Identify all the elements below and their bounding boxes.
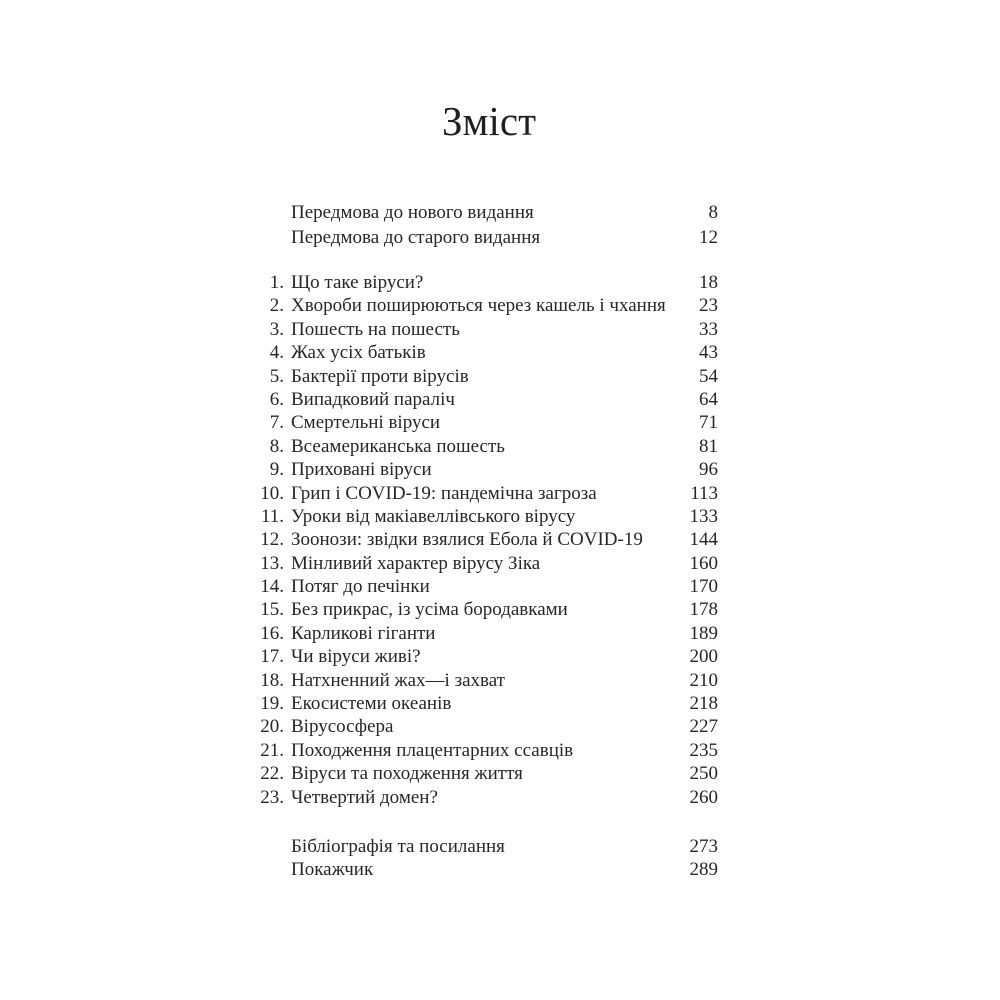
chapter-number: 21.	[260, 739, 284, 761]
chapter-page: 113	[690, 482, 718, 504]
chapter-page: 33	[699, 318, 718, 340]
entry-page: 8	[708, 202, 718, 223]
toc-row	[260, 786, 718, 809]
chapter-number: 15.	[260, 599, 284, 621]
toc-row	[260, 458, 718, 481]
chapter-page: 235	[689, 739, 718, 761]
page-title: Зміст	[442, 98, 536, 144]
chapter-title: Натхненний жах—і захват	[291, 669, 505, 691]
chapter-number: 22.	[260, 763, 284, 785]
toc-row	[260, 200, 718, 225]
chapter-title: Мінливий характер вірусу Зіка	[291, 552, 541, 574]
chapter-title: Вірусосфера	[291, 716, 394, 738]
toc-row	[260, 552, 718, 575]
entry-title: Передмова до старого видання	[291, 227, 541, 248]
toc-row	[260, 645, 718, 668]
toc-row	[260, 715, 718, 738]
chapter-title: Випадковий параліч	[291, 388, 455, 410]
toc-front-matter	[260, 200, 718, 250]
toc-row	[260, 435, 718, 458]
toc-row	[260, 622, 718, 645]
toc-row	[260, 225, 718, 250]
chapter-number: 18.	[260, 669, 284, 691]
chapter-number: 7.	[269, 412, 284, 434]
chapter-title: Походження плацентарних ссавців	[291, 739, 574, 761]
chapter-number: 2.	[269, 295, 284, 317]
chapter-page: 218	[689, 693, 718, 715]
toc-row	[260, 739, 718, 762]
chapter-title: Потяг до печінки	[291, 576, 430, 598]
chapter-number: 14.	[260, 576, 284, 598]
chapter-page: 160	[689, 552, 718, 574]
chapter-page: 23	[699, 295, 718, 317]
chapter-page: 227	[689, 716, 718, 738]
chapter-title: Що таке віруси?	[291, 272, 424, 293]
chapter-page: 54	[699, 365, 718, 387]
chapter-page: 170	[689, 576, 718, 598]
entry-title: Бібліографія та посилання	[291, 836, 505, 857]
chapter-number: 23.	[260, 786, 284, 808]
entry-title: Передмова до нового видання	[291, 202, 534, 223]
entry-title: Покажчик	[291, 859, 374, 881]
chapter-title: Приховані віруси	[291, 459, 432, 481]
toc-row	[260, 598, 718, 621]
chapter-page: 71	[699, 412, 718, 434]
chapter-page: 81	[699, 435, 718, 457]
toc-row	[260, 835, 718, 858]
chapter-page: 260	[689, 786, 718, 808]
toc-chapters	[260, 271, 718, 809]
chapter-number: 3.	[269, 318, 284, 340]
toc-back-matter	[260, 835, 718, 882]
toc-row	[260, 294, 718, 317]
entry-page: 289	[689, 859, 718, 881]
chapter-title: Хвороби поширюються через кашель і чхання	[291, 295, 666, 317]
chapter-page: 18	[699, 272, 718, 293]
toc-row	[260, 341, 718, 364]
toc-row	[260, 669, 718, 692]
chapter-title: Карликові гіганти	[291, 622, 436, 644]
chapter-number: 13.	[260, 552, 284, 574]
toc-row	[260, 411, 718, 434]
toc-row	[260, 858, 718, 881]
chapter-title: Смертельні віруси	[291, 412, 441, 434]
toc-row	[260, 575, 718, 598]
toc-row	[260, 528, 718, 551]
toc-row	[260, 318, 718, 341]
chapter-number: 16.	[260, 622, 284, 644]
entry-page: 273	[689, 836, 718, 857]
chapter-number: 12.	[260, 529, 284, 551]
chapter-title: Уроки від макіавеллівського вірусу	[291, 505, 576, 527]
chapter-title: Пошесть на пошесть	[291, 318, 460, 340]
chapter-title: Зоонози: звідки взялися Ебола й COVID-19	[291, 529, 643, 551]
chapter-number: 19.	[260, 693, 284, 715]
toc-row	[260, 692, 718, 715]
chapter-page: 64	[699, 388, 718, 410]
chapter-page: 43	[699, 342, 718, 364]
toc-row	[260, 388, 718, 411]
chapter-title: Екосистеми океанів	[291, 693, 452, 715]
chapter-title: Віруси та походження життя	[291, 763, 523, 785]
chapter-page: 133	[689, 505, 718, 527]
chapter-number: 6.	[269, 388, 284, 410]
chapter-page: 200	[689, 646, 718, 668]
chapter-number: 20.	[260, 716, 284, 738]
chapter-number: 9.	[269, 459, 284, 481]
chapter-title: Грип і COVID-19: пандемічна загроза	[291, 482, 597, 504]
chapter-page: 144	[689, 529, 718, 551]
chapter-number: 5.	[269, 365, 284, 387]
chapter-title: Четвертий домен?	[291, 786, 438, 808]
toc-row	[260, 271, 718, 294]
chapter-number: 4.	[269, 342, 284, 364]
chapter-number: 1.	[269, 272, 284, 293]
chapter-title: Чи віруси живі?	[291, 646, 421, 668]
chapter-title: Бактерії проти вірусів	[291, 365, 469, 387]
chapter-page: 178	[689, 599, 718, 621]
chapter-page: 96	[699, 459, 718, 481]
chapter-title: Без прикрас, із усіма бородавками	[291, 599, 568, 621]
chapter-number: 11.	[260, 505, 284, 527]
chapter-number: 10.	[260, 482, 284, 504]
chapter-page: 250	[689, 763, 718, 785]
toc-row	[260, 762, 718, 785]
toc-row	[260, 505, 718, 528]
toc-row	[260, 482, 718, 505]
chapter-page: 189	[689, 622, 718, 644]
chapter-number: 17.	[260, 646, 284, 668]
entry-page: 12	[699, 227, 718, 248]
toc-row	[260, 365, 718, 388]
chapter-title: Всеамериканська пошесть	[291, 435, 505, 457]
chapter-title: Жах усіх батьків	[291, 342, 426, 364]
chapter-page: 210	[689, 669, 718, 691]
chapter-number: 8.	[269, 435, 284, 457]
